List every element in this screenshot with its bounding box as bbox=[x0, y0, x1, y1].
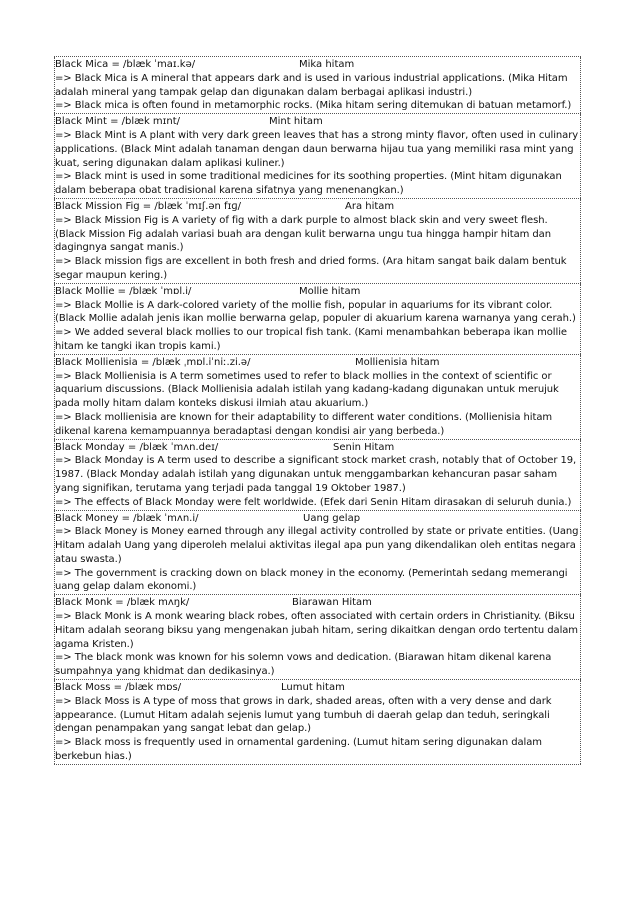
entry-term: Black Mollie = /blæk ˈmɒl.i/ bbox=[55, 285, 192, 297]
entry-definition: => Black Monday is A term used to describe a significant stock market crash, notably that of October 19, 1987. (Black Monday adalah istilah yang digunakan untuk menggambarkan kehancuran pasar saham yang signifikan, terutama yang terjadi pada tanggal 19 Oktober 1987.) bbox=[55, 455, 577, 494]
entry-translation: Lumut hitam bbox=[281, 682, 345, 694]
entry-translation: Uang gelap bbox=[303, 512, 361, 524]
entry-example: => The black monk was known for his solemn vows and dedication. (Biarawan hitam dikenal karena sumpahnya yang khidmat dan dedikasinya.) bbox=[55, 652, 552, 678]
entry-example: => Black mint is used in some traditional medicines for its soothing properties. (Mint hitam digunakan dalam beberapa obat tradisional karena sifatnya yang menenangkan.) bbox=[55, 171, 562, 197]
glossary-entry bbox=[54, 511, 581, 596]
entry-translation: Biarawan Hitam bbox=[292, 597, 372, 609]
entry-term: Black Mollienisia = /blæk ˌmɒl.iˈniː.zi.ə/ bbox=[55, 356, 251, 368]
entry-term: Black Money = /blæk ˈmʌn.i/ bbox=[55, 512, 199, 524]
entry-translation: Mollienisia hitam bbox=[355, 356, 440, 368]
entry-translation: Mika hitam bbox=[299, 59, 355, 70]
entry-translation: Ara hitam bbox=[345, 200, 395, 212]
entry-definition: => Black Monk is A monk wearing black robes, often associated with certain orders in Christianity. (Biksu Hitam adalah seorang biksu yang mengenakan jubah hitam, sering dikaitkan dengan ordo tertentu dalam agama Kristen.) bbox=[55, 611, 578, 650]
entry-example: => Black mollienisia are known for their adaptability to different water conditions. (Mollienisia hitam dikenal karena kemampuannya beradaptasi dengan kondisi air yang berbeda.) bbox=[55, 411, 553, 437]
glossary-entry bbox=[54, 284, 581, 355]
entry-definition: => Black Mollienisia is A term sometimes used to refer to black mollies in the context of scientific or aquarium discussions. (Black Mollienisia adalah istilah yang kadang-kadang digunakan untuk merujuk pada molly hitam dalam konteks diskusi ilmiah atau akuarium.) bbox=[55, 370, 559, 410]
entry-headline bbox=[55, 115, 580, 129]
entry-definition: => Black Mint is A plant with very dark green leaves that has a strong minty flavor, often used in culinary applications. (Black Mint adalah tanaman dengan daun berwarna hijau tua yang memiliki rasa mint yang kuat, sering digunakan dalam aplikasi kuliner.) bbox=[55, 129, 579, 169]
entry-headline bbox=[55, 285, 580, 299]
entry-headline bbox=[55, 596, 580, 610]
entry-example: => Black mica is often found in metamorphic rocks. (Mika hitam sering ditemukan di batuan metamorf.) bbox=[55, 100, 572, 112]
entry-term: Black Monday = /blæk ˈmʌn.deɪ/ bbox=[55, 441, 219, 453]
entry-example: => The effects of Black Monday were felt worldwide. (Efek dari Senin Hitam dirasakan di seluruh dunia.) bbox=[55, 496, 572, 508]
entry-definition: => Black Money is Money earned through any illegal activity controlled by state or private entities. (Uang Hitam adalah Uang yang diperoleh melalui aktivitas ilegal apa pun yang dikendalikan oleh entitas negara atau swasta.) bbox=[55, 526, 579, 565]
entry-example: => Black moss is frequently used in ornamental gardening. (Lumut hitam sering digunakan dalam berkebun hias.) bbox=[55, 737, 542, 763]
entry-headline bbox=[55, 58, 580, 72]
entry-example: => We added several black mollies to our tropical fish tank. (Kami menambahkan beberapa ikan mollie hitam ke tangki ikan tropis kami.) bbox=[55, 327, 567, 352]
entry-term: Black Mission Fig = /blæk ˈmɪʃ.ən fɪɡ/ bbox=[55, 200, 242, 212]
entry-example: => Black mission figs are excellent in both fresh and dried forms. (Ara hitam sangat baik dalam bentuk segar maupun kering.) bbox=[55, 256, 567, 281]
entry-translation: Mollie hitam bbox=[299, 285, 361, 297]
entry-term: Black Mint = /blæk mɪnt/ bbox=[55, 116, 181, 128]
entry-headline bbox=[55, 441, 580, 455]
glossary-entry bbox=[54, 440, 581, 511]
entry-headline bbox=[55, 356, 580, 370]
glossary-entry bbox=[54, 595, 581, 680]
entry-term: Black Moss = /blæk mɒs/ bbox=[55, 682, 182, 694]
glossary-entry bbox=[54, 680, 581, 765]
glossary-entry bbox=[54, 199, 581, 284]
entry-example: => The government is cracking down on black money in the economy. (Pemerintah sedang memerangi uang gelap dalam ekonomi.) bbox=[55, 567, 568, 593]
entry-translation: Senin Hitam bbox=[333, 441, 395, 453]
entry-definition: => Black Mission Fig is A variety of fig with a dark purple to almost black skin and very sweet flesh. (Black Mission Fig adalah variasi buah ara dengan kulit berwarna ungu tua hingga hampir hitam dan dagingnya sangat manis.) bbox=[55, 214, 551, 254]
entry-headline bbox=[55, 200, 580, 214]
glossary-page bbox=[54, 56, 581, 765]
entry-term: Black Mica = /blæk ˈmaɪ.kə/ bbox=[55, 59, 196, 70]
glossary-entry bbox=[54, 355, 581, 440]
entry-definition: => Black Mollie is A dark-colored variety of the mollie fish, popular in aquariums for its vibrant color. (Black Mollie adalah jenis ikan mollie berwarna gelap, populer di akuarium karena warnanya yang cerah.) bbox=[55, 299, 576, 325]
entry-definition: => Black Moss is A type of moss that grows in dark, shaded areas, often with a very dense and dark appearance. (Lumut Hitam adalah sejenis lumut yang tumbuh di daerah gelap dan teduh, seringkali dengan penampakan yang sangat lebat dan gelap.) bbox=[55, 695, 552, 735]
glossary-entry bbox=[54, 56, 581, 114]
entry-term: Black Monk = /blæk mʌŋk/ bbox=[55, 597, 190, 609]
entry-translation: Mint hitam bbox=[269, 116, 323, 128]
glossary-entry bbox=[54, 114, 581, 199]
entry-headline bbox=[55, 512, 580, 526]
entry-definition: => Black Mica is A mineral that appears dark and is used in various industrial applications. (Mika Hitam adalah mineral yang tampak gelap dan digunakan dalam berbagai aplikasi industri.) bbox=[55, 72, 568, 98]
entry-headline bbox=[55, 681, 580, 695]
